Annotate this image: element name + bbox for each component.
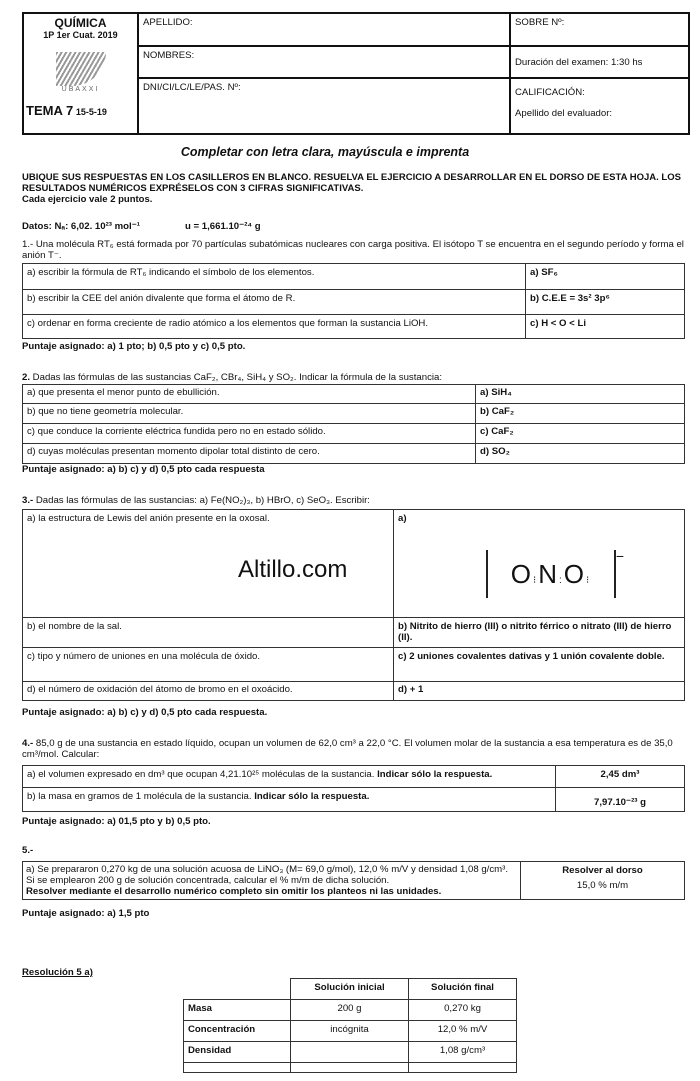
q2-text: Dadas las fórmulas de las sustancias CaF₂, CBr₄, SiH₄ y SO₂. Indicar la fórmula de la sustancia: [30, 372, 442, 383]
logo-text: UBAXXI [61, 86, 100, 93]
resolucion-title: Resolución 5 a) [22, 967, 93, 978]
exam-date: 15-5-19 [75, 107, 107, 117]
table-cell: 0,270 kg [409, 1000, 517, 1021]
lewis-oxygen: O [563, 559, 587, 589]
q3-text: Dadas las fórmulas de las sustancias: a) Fe(NO₂)₃, b) HBrO, c) SeO₃. Escribir: [33, 495, 370, 506]
table-cell: incógnita [291, 1021, 409, 1042]
course-cell [23, 13, 138, 134]
q4-table [22, 765, 685, 812]
q3-question: d) el número de oxidación del átomo de bromo en el oxoácido. [23, 682, 394, 701]
evaluador-field[interactable]: Apellido del evaluador: [515, 108, 613, 119]
q2-table [22, 384, 685, 464]
q1-answer[interactable]: b) C.E.E = 3s² 3p⁶ [526, 290, 685, 315]
q5-score: Puntaje asignado: a) 1,5 pto [22, 908, 150, 919]
q1-question: c) ordenar en forma creciente de radio atómico a los elementos que forman la sustancia LiOH. [23, 315, 526, 339]
table-cell [184, 1063, 291, 1073]
lewis-charge: − [615, 548, 626, 564]
q1-answer[interactable]: c) H < O < Li [526, 315, 685, 339]
instructions-points: Cada ejercicio vale 2 puntos. [22, 194, 153, 205]
q4-answer[interactable]: 7,97.10⁻²³ g [556, 788, 685, 812]
tema: TEMA 7 [26, 103, 74, 118]
q2-answer[interactable]: a) SiH₄ [476, 385, 685, 404]
q2-question: a) que presenta el menor punto de ebullición. [23, 385, 476, 404]
q4-question: a) el volumen expresado en dm³ que ocupan 4,21.10²⁵ moléculas de la sustancia. [27, 769, 378, 780]
q1-table [22, 263, 685, 339]
q4-score: Puntaje asignado: a) 01,5 pto y b) 0,5 pto. [22, 816, 211, 827]
watermark: Altillo.com [238, 556, 348, 583]
q2-answer[interactable]: d) SO₂ [476, 444, 685, 464]
course: 1P 1er Cuat. 2019 [43, 30, 118, 40]
q3-question: a) la estructura de Lewis del anión presente en la oxosal. [27, 513, 270, 524]
q3-answer-label: a) [398, 513, 407, 524]
q1-text: 1.- Una molécula RT₆ está formada por 70 partículas subatómicas nucleares con carga positiva. El isótopo T se encuentra en el segundo período y forma el anión T⁻. [22, 239, 684, 261]
q4-question: b) la masa en gramos de 1 molécula de la sustancia. [27, 791, 255, 802]
q3-score: Puntaje asignado: a) b) c) y d) 0,5 pto cada respuesta. [22, 707, 268, 718]
q4-answer[interactable]: 2,45 dm³ [556, 766, 685, 788]
column-header: Solución inicial [291, 979, 409, 1000]
q2-question: c) que conduce la corriente eléctrica fundida pero no en estado sólido. [23, 424, 476, 444]
dni-field[interactable]: DNI/CI/LC/LE/PAS. Nº: [138, 78, 510, 134]
row-label: Densidad [184, 1042, 291, 1063]
q2-answer[interactable]: b) CaF₂ [476, 404, 685, 424]
table-cell [291, 1063, 409, 1073]
q4-note: Indicar sólo la respuesta. [254, 791, 370, 802]
q4-text: 85,0 g de una sustancia en estado líquido, ocupan un volumen de 62,0 cm³ a 22,0 °C. El volumen molar de la sustancia a esa temperatura es de 35,0 cm³/mol. Calcular: [22, 738, 673, 760]
lewis-nitrogen: N [538, 559, 559, 589]
resolucion-table [183, 978, 517, 1073]
lewis-oxygen: O [510, 559, 534, 589]
q3-number: 3.- [22, 495, 34, 506]
row-label: Concentración [184, 1021, 291, 1042]
sobre-field[interactable]: SOBRE Nº: [510, 13, 689, 46]
instructions: UBIQUE SUS RESPUESTAS EN LOS CASILLEROS EN BLANCO. RESUELVA EL EJERCICIO A DESARROLLAR EN EL DORSO DE ESTA HOJA. LOS RESULTADOS NUMÉRICOS EXPRÉSELOS CON 3 CIFRAS SIGNIFICATIVAS. [22, 172, 681, 194]
apellido-field[interactable]: APELLIDO: [138, 13, 510, 46]
table-cell: 1,08 g/cm³ [409, 1042, 517, 1063]
q3-question: b) el nombre de la sal. [23, 618, 394, 648]
q5-text: a) Se prepararon 0,270 kg de una solución acuosa de LiNO₃ (M= 69,0 g/mol), 12,0 % m/V y densidad 1,08 g/cm³. Si se emplearon 200 g de solución concentrada, calcular el % m/m de dicha solución. [26, 864, 508, 886]
page-title: Completar con letra clara, mayúscula e imprenta [180, 145, 470, 159]
q2-answer[interactable]: c) CaF₂ [476, 424, 685, 444]
row-label: Masa [184, 1000, 291, 1021]
q5-note: Resolver mediante el desarrollo numérico completo sin omitir los planteos ni las unidades. [26, 886, 442, 897]
q2-question: b) que no tiene geometría molecular. [23, 404, 476, 424]
q1-answer[interactable]: a) SF₆ [526, 264, 685, 290]
q4-note: Indicar sólo la respuesta. [377, 769, 493, 780]
q2-number: 2. [22, 372, 31, 383]
q5-answer-label: Resolver al dorso [562, 865, 643, 876]
datos-na: Datos: Nₐ: 6,02. 10²³ mol⁻¹ [22, 221, 140, 232]
q5-table [22, 861, 685, 900]
subject: QUÍMICA [54, 16, 107, 30]
q3-answer[interactable]: b) Nitrito de hierro (III) o nitrito férrico o nitrato (III) de hierro (II). [394, 618, 685, 648]
q3-answer[interactable]: c) 2 uniones covalentes dativas y 1 unión covalente doble. [394, 648, 685, 682]
nombres-field[interactable]: NOMBRES: [138, 46, 510, 78]
datos-u: u = 1,661.10⁻²⁴ g [185, 221, 261, 232]
q3-question: c) tipo y número de uniones en una molécula de óxido. [23, 648, 394, 682]
q2-score: Puntaje asignado: a) b) c) y d) 0,5 pto cada respuesta [22, 464, 265, 475]
q2-question: d) cuyas moléculas presentan momento dipolar total distinto de cero. [23, 444, 476, 464]
table-cell: 200 g [291, 1000, 409, 1021]
q5-answer[interactable] [521, 862, 685, 900]
table-cell [409, 1063, 517, 1073]
ubaxxi-logo [56, 52, 106, 86]
q3-table [22, 509, 685, 701]
calificacion-field[interactable]: CALIFICACIÓN: [515, 87, 585, 98]
header-table [22, 12, 690, 135]
column-header: Solución final [409, 979, 517, 1000]
q4-number: 4.- [22, 738, 34, 749]
lewis-structure: O⁝N:O⁝ − [486, 550, 616, 598]
q1-question: a) escribir la fórmula de RT₆ indicando el símbolo de los elementos. [23, 264, 526, 290]
table-cell: 12,0 % m/V [409, 1021, 517, 1042]
q3-answer-lewis[interactable] [394, 510, 685, 618]
q3-answer[interactable]: d) + 1 [394, 682, 685, 701]
q5-number: 5.- [22, 845, 34, 856]
q5-answer-value: 15,0 % m/m [576, 880, 629, 891]
table-cell [291, 1042, 409, 1063]
q1-question: b) escribir la CEE del anión divalente que forma el átomo de R. [23, 290, 526, 315]
q1-score: Puntaje asignado: a) 1 pto; b) 0,5 pto y c) 0,5 pto. [22, 341, 246, 352]
duracion: Duración del examen: 1:30 hs [510, 46, 689, 78]
